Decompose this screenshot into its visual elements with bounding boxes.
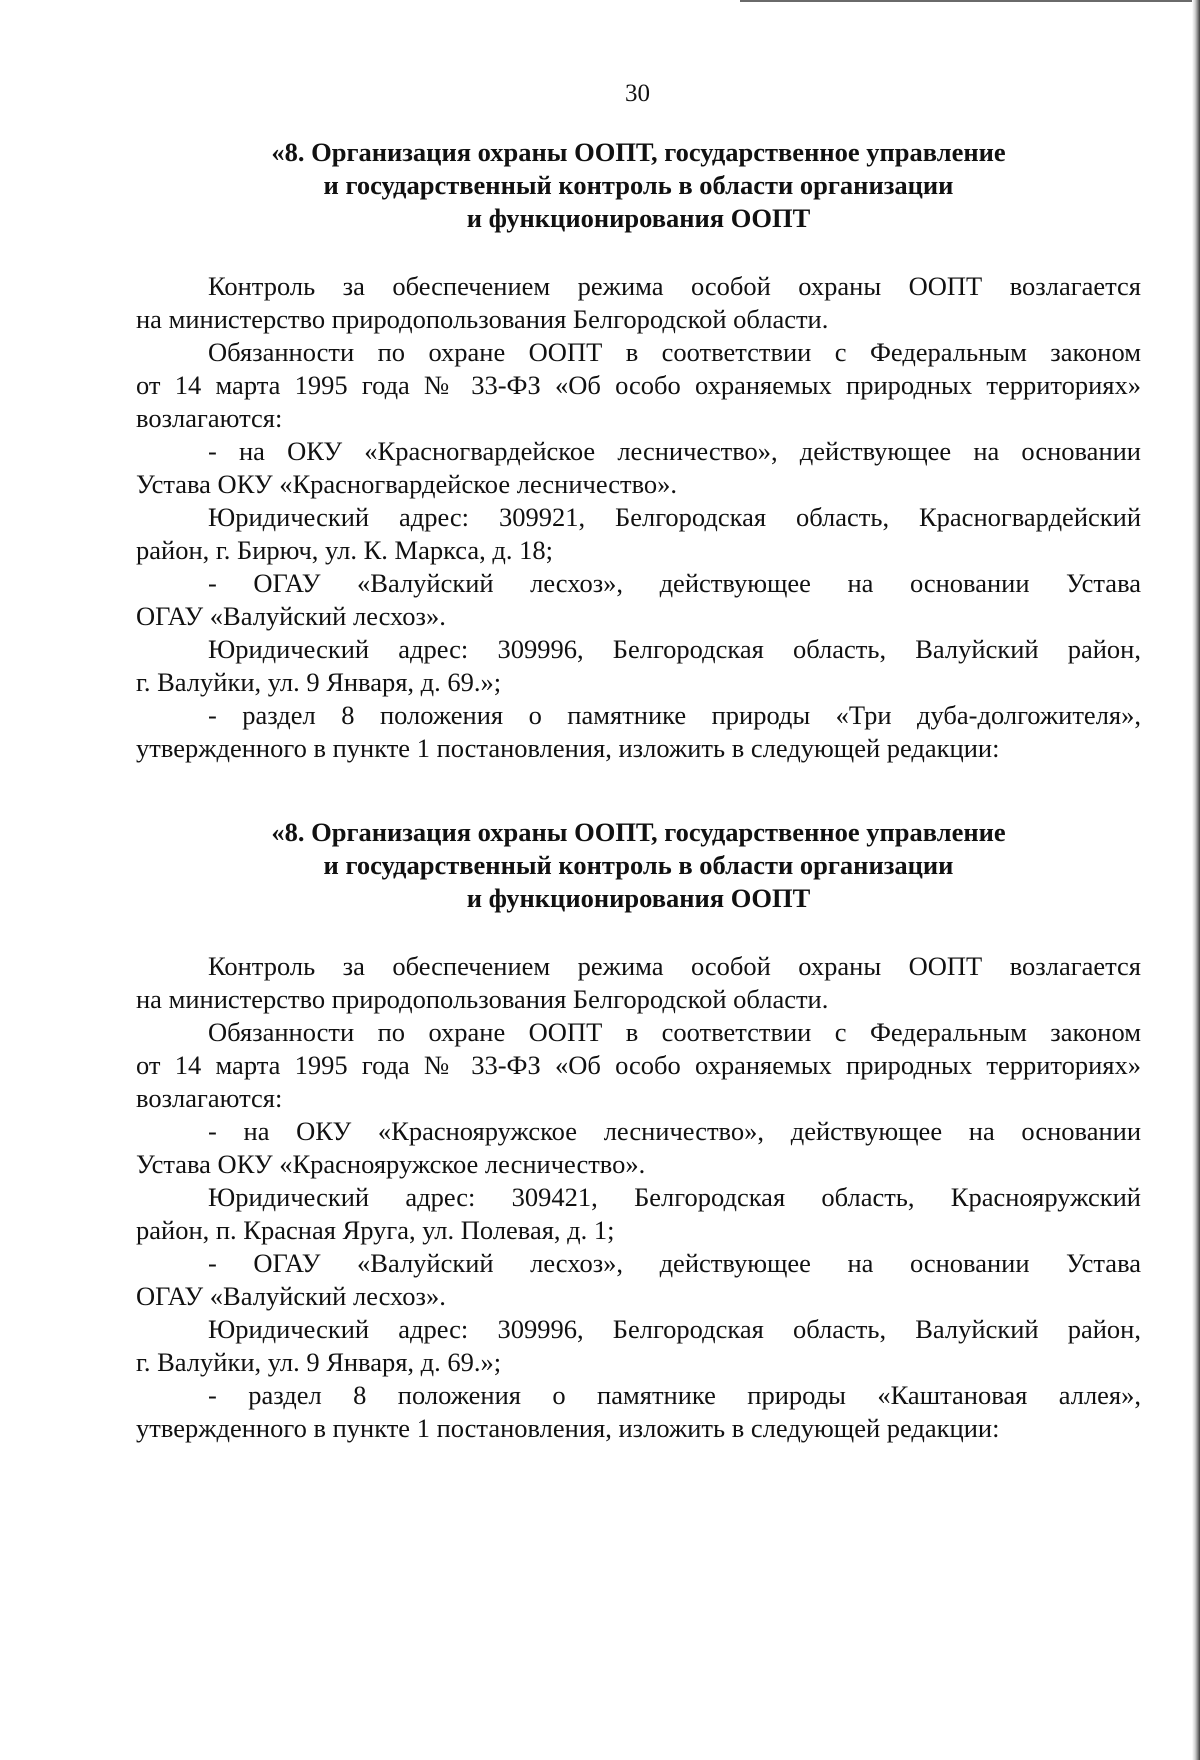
section-heading: [136, 136, 1141, 235]
section-body: [136, 270, 1141, 765]
page-number: 30: [625, 80, 650, 107]
paragraph-line: район, г. Бирюч, ул. К. Маркса, д. 18;: [136, 535, 553, 565]
paragraph-line: Юридический адрес: 309996, Белгородская область, Валуйский район,: [208, 634, 1141, 664]
paragraph-line: - ОГАУ «Валуйский лесхоз», действующее на основании Устава: [208, 568, 1141, 598]
paragraph-line: Устава ОКУ «Красногвардейское лесничество».: [136, 469, 678, 499]
heading-line: и функционирования ООПТ: [466, 883, 811, 913]
paragraph-line: г. Валуйки, ул. 9 Января, д. 69.»;: [136, 667, 502, 697]
scan-edge-right: [1192, 0, 1200, 1760]
section-2: [136, 816, 1141, 1445]
paragraph-line: ОГАУ «Валуйский лесхоз».: [136, 601, 446, 631]
paragraph-line: Юридический адрес: 309421, Белгородская область, Краснояружский: [208, 1182, 1141, 1212]
paragraph-line: утвержденного в пункте 1 постановления, изложить в следующей редакции:: [136, 1413, 1000, 1443]
paragraph-line: от 14 марта 1995 года № 33-ФЗ «Об особо охраняемых природных территориях»: [136, 370, 1141, 400]
paragraph-line: Контроль за обеспечением режима особой охраны ООПТ возлагается: [208, 951, 1141, 981]
paragraph-line: - раздел 8 положения о памятнике природы «Три дуба-долгожителя»,: [208, 700, 1141, 730]
heading-line: и государственный контроль в области организации: [323, 170, 954, 200]
paragraph-line: район, п. Красная Яруга, ул. Полевая, д. 1;: [136, 1215, 615, 1245]
section-heading: [136, 816, 1141, 915]
paragraph-line: - на ОКУ «Краснояружское лесничество», действующее на основании: [208, 1116, 1141, 1146]
paragraph-line: от 14 марта 1995 года № 33-ФЗ «Об особо охраняемых природных территориях»: [136, 1050, 1141, 1080]
heading-line: «8. Организация охраны ООПТ, государственное управление: [271, 137, 1006, 167]
paragraph-line: Устава ОКУ «Краснояружское лесничество».: [136, 1149, 646, 1179]
heading-line: «8. Организация охраны ООПТ, государственное управление: [271, 817, 1006, 847]
paragraph-line: Обязанности по охране ООПТ в соответствии с Федеральным законом: [208, 1017, 1141, 1047]
paragraph-line: - ОГАУ «Валуйский лесхоз», действующее на основании Устава: [208, 1248, 1141, 1278]
paragraph-line: возлагаются:: [136, 1083, 283, 1113]
paragraph-line: утвержденного в пункте 1 постановления, изложить в следующей редакции:: [136, 733, 1000, 763]
heading-line: и государственный контроль в области организации: [323, 850, 954, 880]
paragraph-line: - на ОКУ «Красногвардейское лесничество», действующее на основании: [208, 436, 1141, 466]
paragraph-line: на министерство природопользования Белгородской области.: [136, 984, 829, 1014]
section-1: [136, 136, 1141, 765]
paragraph-line: Обязанности по охране ООПТ в соответствии с Федеральным законом: [208, 337, 1141, 367]
paragraph-line: - раздел 8 положения о памятнике природы «Каштановая аллея»,: [208, 1380, 1141, 1410]
paragraph-line: Контроль за обеспечением режима особой охраны ООПТ возлагается: [208, 271, 1141, 301]
scan-edge-top: [740, 0, 1200, 2]
paragraph-line: Юридический адрес: 309921, Белгородская область, Красногвардейский: [208, 502, 1141, 532]
paragraph-line: на министерство природопользования Белгородской области.: [136, 304, 829, 334]
paragraph-line: Юридический адрес: 309996, Белгородская область, Валуйский район,: [208, 1314, 1141, 1344]
paragraph-line: ОГАУ «Валуйский лесхоз».: [136, 1281, 446, 1311]
heading-line: и функционирования ООПТ: [466, 203, 811, 233]
paragraph-line: г. Валуйки, ул. 9 Января, д. 69.»;: [136, 1347, 502, 1377]
section-body: [136, 950, 1141, 1445]
paragraph-line: возлагаются:: [136, 403, 283, 433]
